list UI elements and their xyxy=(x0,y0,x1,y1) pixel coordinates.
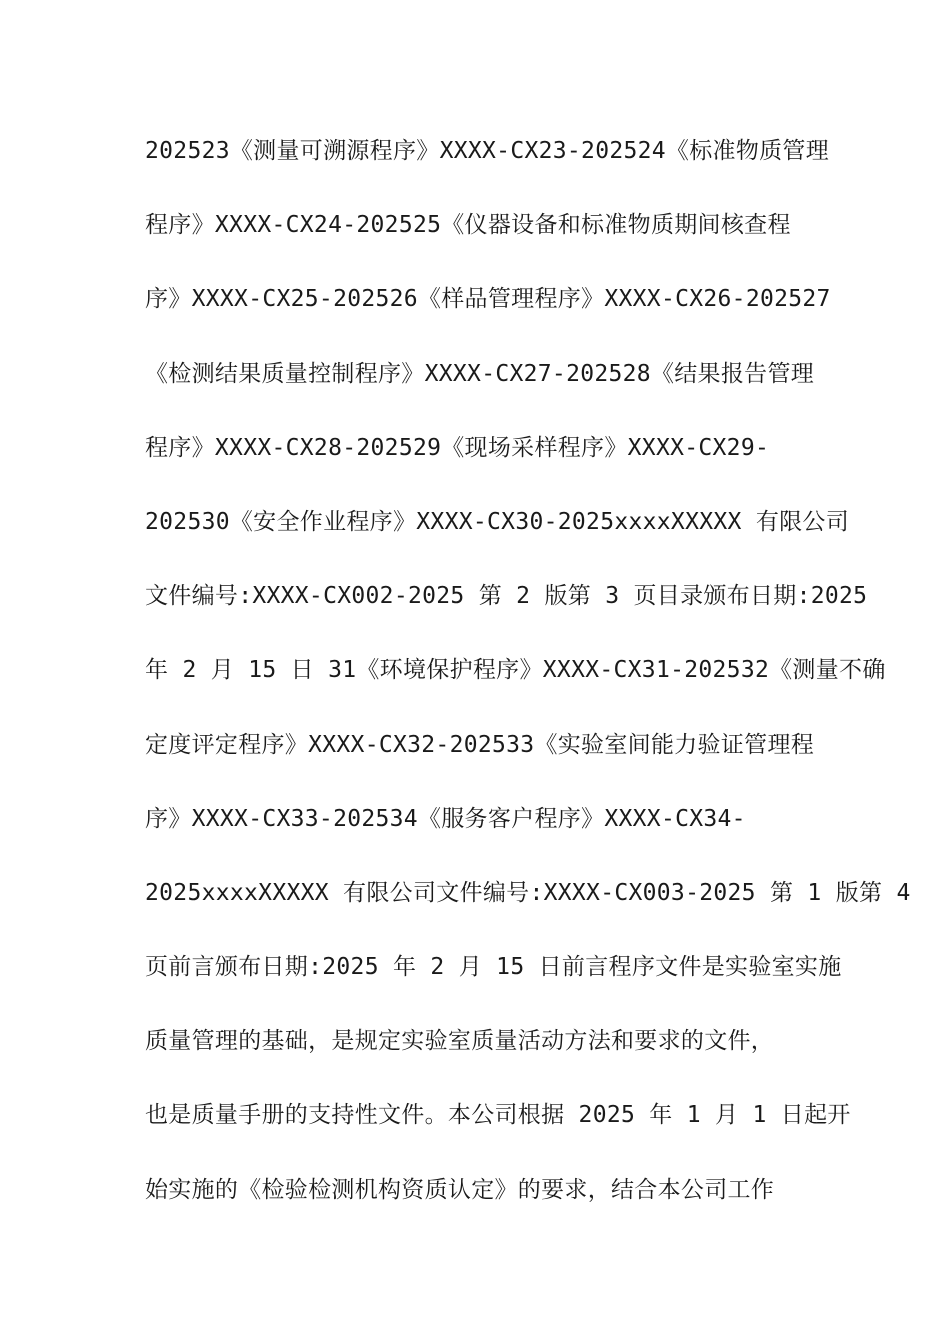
document-body xyxy=(145,127,911,1240)
text-line: 序》XXXX-CX33-202534《服务客户程序》XXXX-CX34- xyxy=(145,805,746,832)
text-line: 页前言颁布日期:2025 年 2 月 15 日前言程序文件是实验室实施 xyxy=(145,954,842,981)
text-line: 2025xxxxXXXXX 有限公司文件编号:XXXX-CX003-2025 第 1 版第 4 xyxy=(145,879,911,906)
text-line: 始实施的《检验检测机构资质认定》的要求，结合本公司工作 xyxy=(145,1176,775,1203)
text-line: 程序》XXXX-CX28-202529《现场采样程序》XXXX-CX29- xyxy=(145,434,770,461)
text-line: 定度评定程序》XXXX-CX32-202533《实验室间能力验证管理程 xyxy=(145,731,815,758)
text-line: 文件编号:XXXX-CX002-2025 第 2 版第 3 页目录颁布日期:2025 xyxy=(145,583,868,610)
text-line: 程序》XXXX-CX24-202525《仪器设备和标准物质期间核查程 xyxy=(145,212,791,239)
text-line: 202523《测量可溯源程序》XXXX-CX23-202524《标准物质管理 xyxy=(145,138,830,164)
text-line: 年 2 月 15 日 31《环境保护程序》XXXX-CX31-202532《测量不确 xyxy=(145,657,886,684)
text-line: 序》XXXX-CX25-202526《样品管理程序》XXXX-CX26-202527 xyxy=(145,286,831,313)
text-line: 也是质量手册的支持性文件。本公司根据 2025 年 1 月 1 日起开 xyxy=(145,1102,851,1129)
text-line: 202530《安全作业程序》XXXX-CX30-2025xxxxXXXXX 有限公司 xyxy=(145,508,850,535)
text-line: 《检测结果质量控制程序》XXXX-CX27-202528《结果报告管理 xyxy=(145,360,815,387)
text-line: 质量管理的基础，是规定实验室质量活动方法和要求的文件， xyxy=(145,1028,775,1055)
